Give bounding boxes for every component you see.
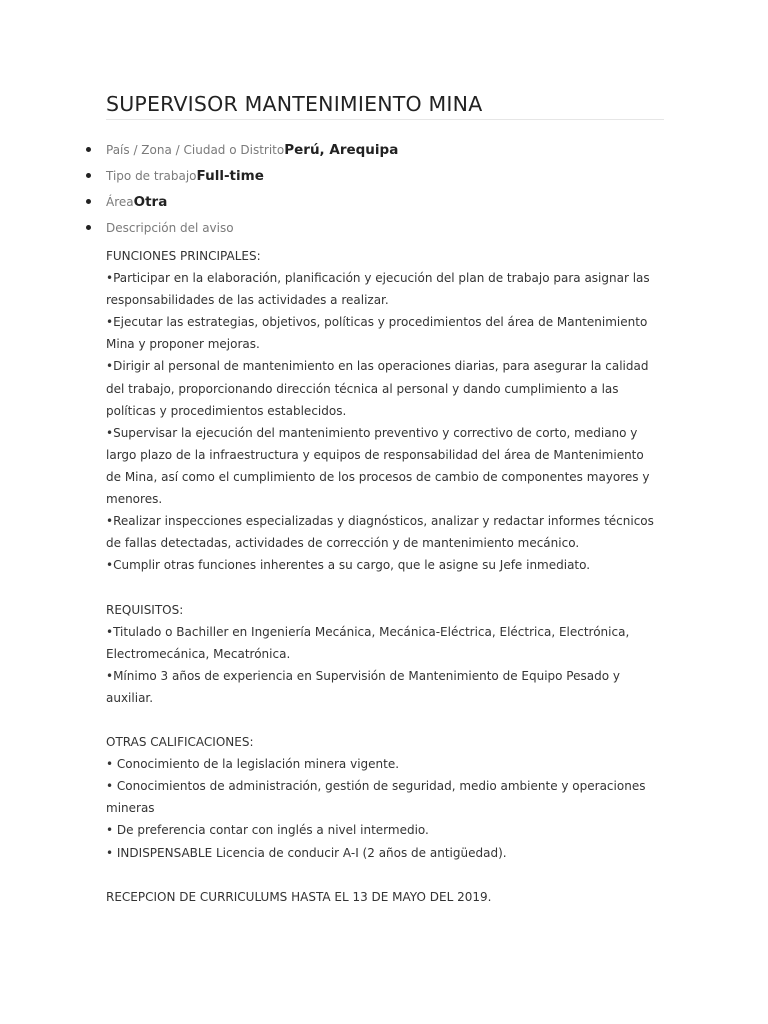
bullet-icon xyxy=(86,147,91,152)
job-description xyxy=(106,245,674,908)
section-heading-funciones: FUNCIONES PRINCIPALES: xyxy=(106,249,261,263)
description-line: •Ejecutar las estrategias, objetivos, políticas y procedimientos del área de Mantenimiento xyxy=(106,315,648,330)
meta-item-area xyxy=(106,188,398,214)
spacer xyxy=(106,864,674,886)
bullet-icon xyxy=(86,173,91,178)
description-line: del trabajo, proporcionando dirección técnica al personal y dando cumplimiento a las xyxy=(106,381,619,396)
section-heading-requisitos: REQUISITOS: xyxy=(106,602,184,617)
description-line: Mina y proponer mejoras. xyxy=(106,337,260,352)
bullet-icon xyxy=(86,225,91,230)
description-line: menores. xyxy=(106,492,163,507)
description-line: de Mina, así como el cumplimiento de los procesos de cambio de componentes mayores y xyxy=(106,469,650,484)
spacer xyxy=(106,709,674,731)
description-line: • INDISPENSABLE Licencia de conducir A-I (2 años de antigüedad). xyxy=(106,845,507,860)
reception-deadline: RECEPCION DE CURRICULUMS HASTA EL 13 DE MAYO DEL 2019. xyxy=(106,889,492,904)
section-heading-otras: OTRAS CALIFICACIONES: xyxy=(106,735,254,750)
title-divider xyxy=(106,119,664,120)
meta-value-job-type: Full-time xyxy=(196,168,264,184)
description-line: largo plazo de la infraestructura y equipos de responsabilidad del área de Mantenimiento xyxy=(106,447,644,462)
description-line: • De preferencia contar con inglés a nivel intermedio. xyxy=(106,823,429,838)
meta-item-job-type xyxy=(106,162,398,188)
meta-value-area: Otra xyxy=(133,194,168,210)
description-line: •Mínimo 3 años de experiencia en Supervisión de Mantenimiento de Equipo Pesado y xyxy=(106,668,620,683)
description-line: •Supervisar la ejecución del mantenimiento preventivo y correctivo de corto, mediano y xyxy=(106,425,638,440)
description-line: auxiliar. xyxy=(106,690,154,705)
bullet-icon xyxy=(86,199,91,204)
meta-label-area: Área xyxy=(106,195,134,209)
description-line: Electromecánica, Mecatrónica. xyxy=(106,646,291,661)
meta-item-location xyxy=(106,136,398,162)
description-line: •Cumplir otras funciones inherentes a su cargo, que le asigne su Jefe inmediato. xyxy=(106,558,591,573)
meta-item-description xyxy=(106,214,398,240)
description-line: •Realizar inspecciones especializadas y diagnósticos, analizar y redactar informes técnicos xyxy=(106,514,654,529)
description-line: •Titulado o Bachiller en Ingeniería Mecánica, Mecánica-Eléctrica, Eléctrica, Electrónica, xyxy=(106,624,630,639)
meta-label-description: Descripción del aviso xyxy=(106,221,234,235)
description-line: de fallas detectadas, actividades de corrección y de mantenimiento mecánico. xyxy=(106,536,580,551)
description-line: • Conocimientos de administración, gestión de seguridad, medio ambiente y operaciones xyxy=(106,779,646,794)
description-line: responsabilidades de las actividades a realizar. xyxy=(106,293,389,308)
spacer xyxy=(106,576,674,598)
meta-label-location: País / Zona / Ciudad o Distrito xyxy=(106,143,285,157)
description-line: políticas y procedimientos establecidos. xyxy=(106,403,347,418)
description-line: • Conocimiento de la legislación minera vigente. xyxy=(106,757,400,772)
description-line: •Participar en la elaboración, planificación y ejecución del plan de trabajo para asignar las xyxy=(106,271,650,286)
page-title: SUPERVISOR MANTENIMIENTO MINA xyxy=(106,92,483,116)
job-meta-list xyxy=(106,136,398,240)
meta-label-job-type: Tipo de trabajo xyxy=(106,169,197,183)
description-line: •Dirigir al personal de mantenimiento en las operaciones diarias, para asegurar la calidad xyxy=(106,359,649,374)
description-line: mineras xyxy=(106,801,155,816)
meta-value-location: Perú, Arequipa xyxy=(284,142,399,158)
